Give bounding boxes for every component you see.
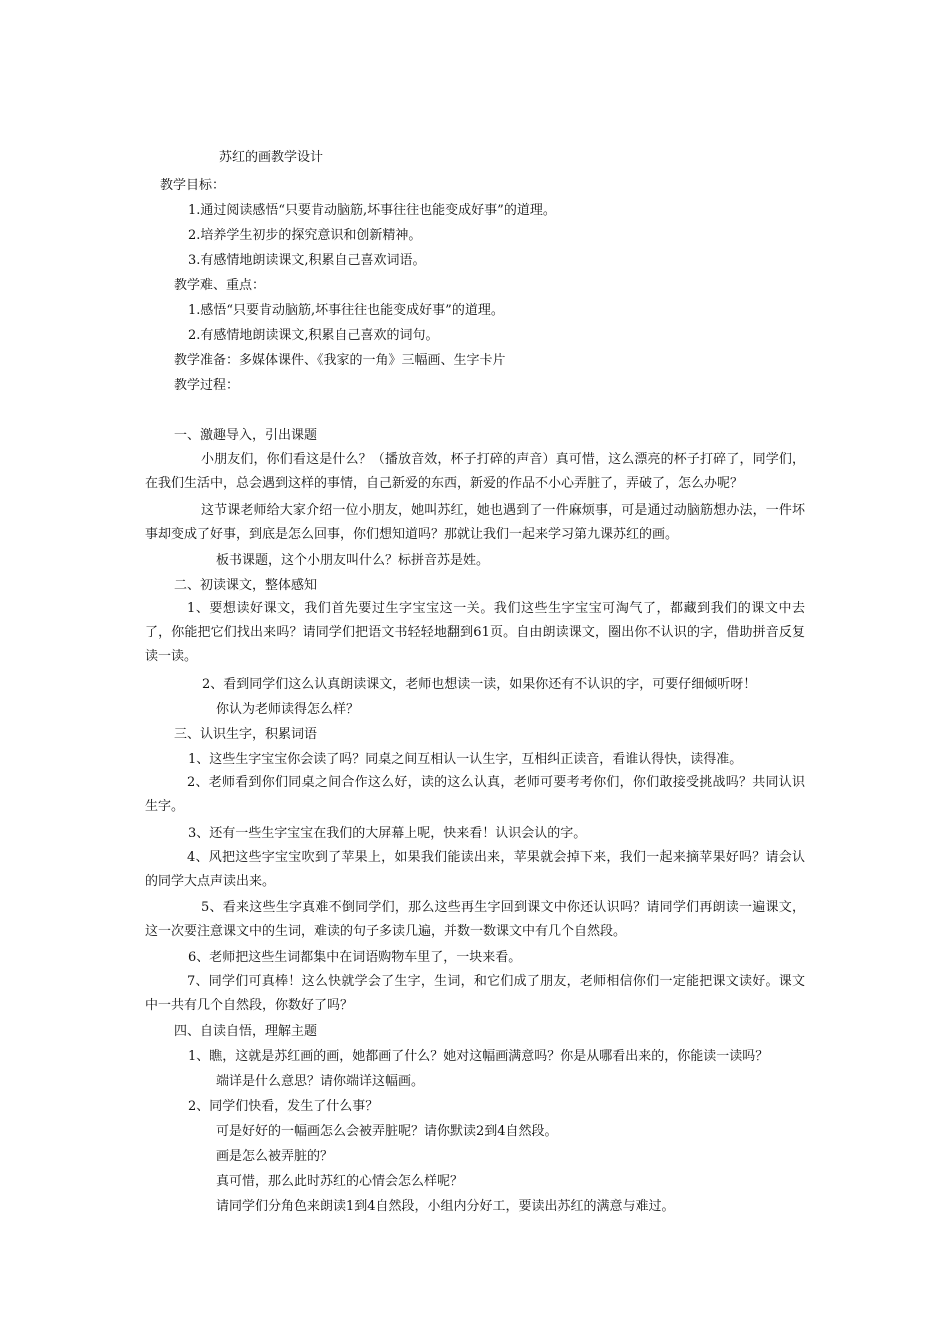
section1-paragraph: 小朋友们，你们看这是什么？（播放音效，杯子打碎的声音）真可惜，这么漂亮的杯子打碎了，同学们，在我们生活中，总会遇到这样的事情，自己新爱的东西，新爱的作品不小心弄脏了，弄破了，怎么办呢？ [145,452,805,491]
objective-item: 3.有感情地朗读课文,积累自己喜欢词语。 [188,253,426,268]
section4-paragraph: 端详是什么意思？请你端详这幅画。 [216,1074,425,1089]
section3-paragraph: 5、看来这些生字真难不倒同学们，那么这些再生字回到课文中你还认识吗？请同学们再朗读一遍课文，这一次要注意课文中的生词，难读的句子多读几遍，并数一数课文中有几个自然段。 [145,900,805,939]
objectives-heading: 教学目标： [160,178,226,193]
section2-paragraph: 1、要想读好课文，我们首先要过生字宝宝这一关。我们这些生字宝宝可淘气了，都藏到我们的课文中去了，你能把它们找出来吗？请同学们把语文书轻轻地翻到61页。自由朗读课文，圈出你不认识的字，借助拼音反复读一读。 [145,601,805,664]
document-title: 苏红的画教学设计 [219,150,324,165]
section3-paragraph: 1、这些生字宝宝你会读了吗？同桌之间互相认一认生字，互相纠正读音，看谁认得快，读得准。 [188,752,743,767]
section4-paragraph: 可是好好的一幅画怎么会被弄脏呢？请你默读2到4自然段。 [216,1124,558,1139]
section1-heading: 一、激趣导入，引出课题 [174,428,318,443]
section4-paragraph: 画是怎么被弄脏的？ [216,1149,334,1164]
section3-paragraph: 4、风把这些字宝宝吹到了苹果上，如果我们能读出来，苹果就会掉下来，我们一起来摘苹果好吗？请会认的同学大点声读出来。 [145,850,805,889]
keypoint-item: 2.有感情地朗读课文,积累自己喜欢的词句。 [188,328,439,343]
preparation-line: 教学准备：多媒体课件、《我家的一角》三幅画、生字卡片 [174,353,506,368]
section4-paragraph: 请同学们分角色来朗读1到4自然段，小组内分好工，要读出苏红的满意与难过。 [216,1199,675,1214]
process-heading: 教学过程： [174,378,240,393]
objective-item: 1.通过阅读感悟“只要肯动脑筋,坏事往往也能变成好事”的道理。 [188,203,556,218]
section3-heading: 三、认识生字，积累词语 [174,727,318,742]
section4-paragraph: 2、同学们快看，发生了什么事？ [188,1099,379,1114]
section2-paragraph: 你认为老师读得怎么样？ [216,702,360,717]
keypoint-item: 1.感悟“只要肯动脑筋,坏事往往也能变成好事”的道理。 [188,303,504,318]
keypoints-heading: 教学难、重点： [174,278,266,293]
section3-paragraph: 2、老师看到你们同桌之间合作这么好，读的这么认真，老师可要考考你们，你们敢接受挑战吗？共同认识生字。 [145,775,805,814]
section4-paragraph: 真可惜，那么此时苏红的心情会怎么样呢？ [216,1174,464,1189]
section3-paragraph: 7、同学们可真棒！这么快就学会了生字，生词，和它们成了朋友，老师相信你们一定能把课文读好。课文中一共有几个自然段，你数好了吗？ [145,974,805,1013]
section1-paragraph: 这节课老师给大家介绍一位小朋友，她叫苏红，她也遇到了一件麻烦事，可是通过动脑筋想办法，一件坏事却变成了好事，到底是怎么回事，你们想知道吗？那就让我们一起来学习第九课苏红的画。 [145,503,805,542]
section4-paragraph: 1、瞧，这就是苏红画的画，她都画了什么？她对这幅画满意吗？你是从哪看出来的，你能读一读吗？ [188,1049,769,1064]
section3-paragraph: 3、还有一些生字宝宝在我们的大屏幕上呢，快来看！认识会认的字。 [188,826,587,841]
section4-heading: 四、自读自悟，理解主题 [174,1024,318,1039]
section1-paragraph: 板书课题，这个小朋友叫什么？标拼音苏是姓。 [216,553,490,568]
section2-paragraph: 2、看到同学们这么认真朗读课文，老师也想读一读，如果你还有不认识的字，可要仔细倾听呀！ [202,677,757,692]
objective-item: 2.培养学生初步的探究意识和创新精神。 [188,228,422,243]
section2-heading: 二、初读课文，整体感知 [174,578,318,593]
section3-paragraph: 6、老师把这些生词都集中在词语购物车里了，一块来看。 [188,950,522,965]
